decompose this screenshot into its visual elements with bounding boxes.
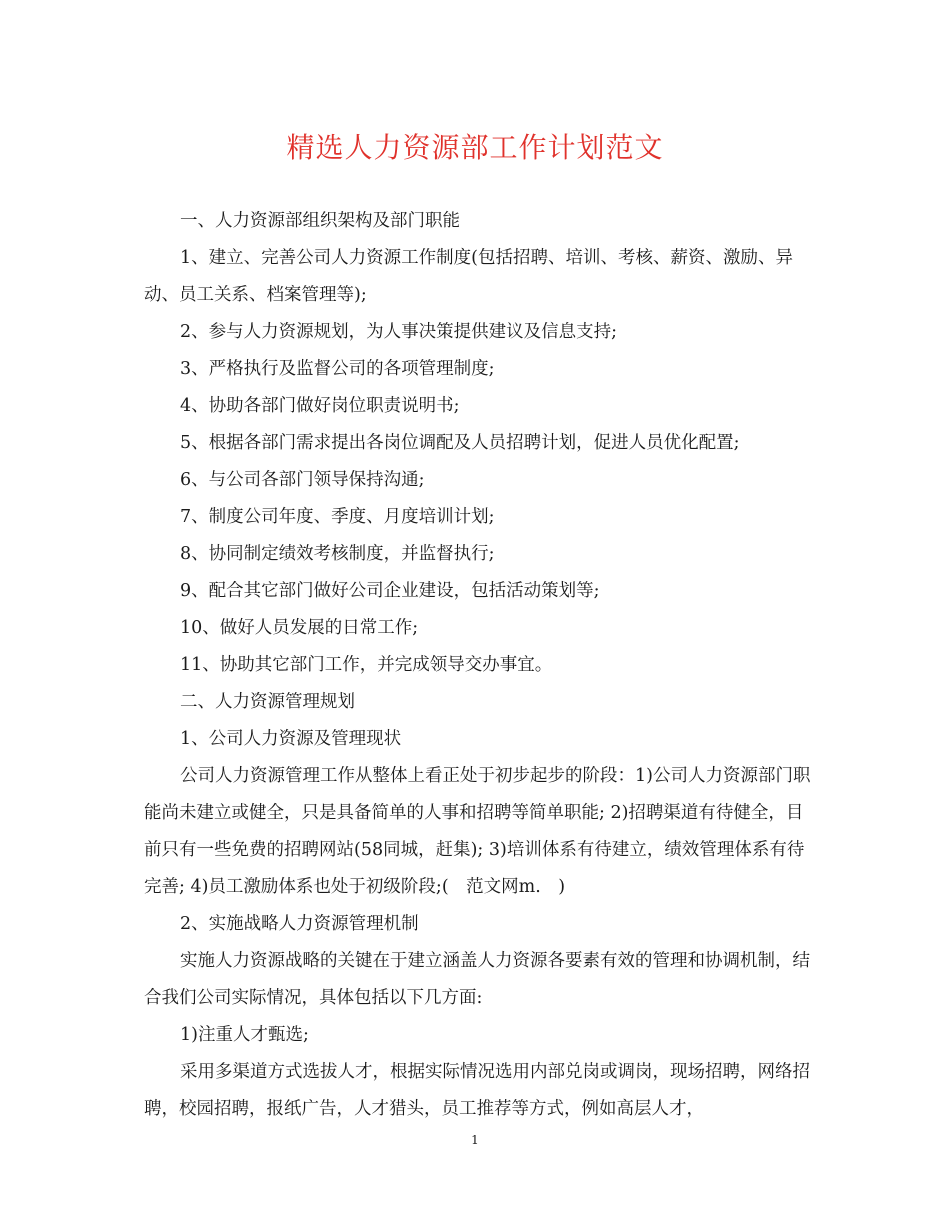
section-heading-2: 二、人力资源管理规划 bbox=[180, 692, 355, 712]
section-heading-1: 一、人力资源部组织架构及部门职能 bbox=[180, 211, 460, 231]
list-item: 2、参与人力资源规划，为人事决策提供建议及信息支持; bbox=[180, 322, 618, 342]
body-paragraph: 采用多渠道方式选拔人才，根据实际情况选用内部兑岗或调岗，现场招聘，网络招聘，校园招聘，报纸广告，人才猎头，员工推荐等方式，例如高层人才， bbox=[144, 1062, 810, 1119]
list-item: 4、协助各部门做好岗位职责说明书; bbox=[180, 396, 460, 416]
document-title: 精选人力资源部工作计划范文 bbox=[286, 131, 664, 164]
document-body bbox=[144, 203, 812, 1128]
list-item: 6、与公司各部门领导保持沟通; bbox=[180, 470, 425, 490]
body-paragraph: 实施人力资源战略的关键在于建立涵盖人力资源各要素有效的管理和协调机制，结合我们公司实际情况，具体包括以下几方面: bbox=[144, 951, 810, 1008]
list-item: 7、制度公司年度、季度、月度培训计划; bbox=[180, 507, 495, 527]
body-paragraph: 公司人力资源管理工作从整体上看正处于初步起步的阶段：1)公司人力资源部门职能尚未建立或健全，只是具备简单的人事和招聘等简单职能; 2)招聘渠道有待健全，目前只有一些免费的招聘网站(58同城，赶集); 3)培训体系有待建立，绩效管理体系有待完善; 4)员工激励体系也处于初级阶段;( 范文网m. ) bbox=[144, 766, 811, 897]
page-number: 1 bbox=[471, 1133, 479, 1147]
list-item: 11、协助其它部门工作，并完成领导交办事宜。 bbox=[180, 655, 553, 675]
list-item: 8、协同制定绩效考核制度，并监督执行; bbox=[180, 544, 495, 564]
list-item: 3、严格执行及监督公司的各项管理制度; bbox=[180, 359, 495, 379]
subsection-heading: 1、公司人力资源及管理现状 bbox=[180, 729, 402, 749]
subsection-heading: 2、实施战略人力资源管理机制 bbox=[180, 914, 419, 934]
list-item: 1、建立、完善公司人力资源工作制度(包括招聘、培训、考核、薪资、激励、异动、员工关系、档案管理等); bbox=[144, 248, 793, 305]
sub-item-heading: 1)注重人才甄选; bbox=[180, 1025, 309, 1045]
list-item: 10、做好人员发展的日常工作; bbox=[180, 618, 419, 638]
list-item: 9、配合其它部门做好公司企业建设，包括活动策划等; bbox=[180, 581, 600, 601]
list-item: 5、根据各部门需求提出各岗位调配及人员招聘计划，促进人员优化配置; bbox=[180, 433, 740, 453]
